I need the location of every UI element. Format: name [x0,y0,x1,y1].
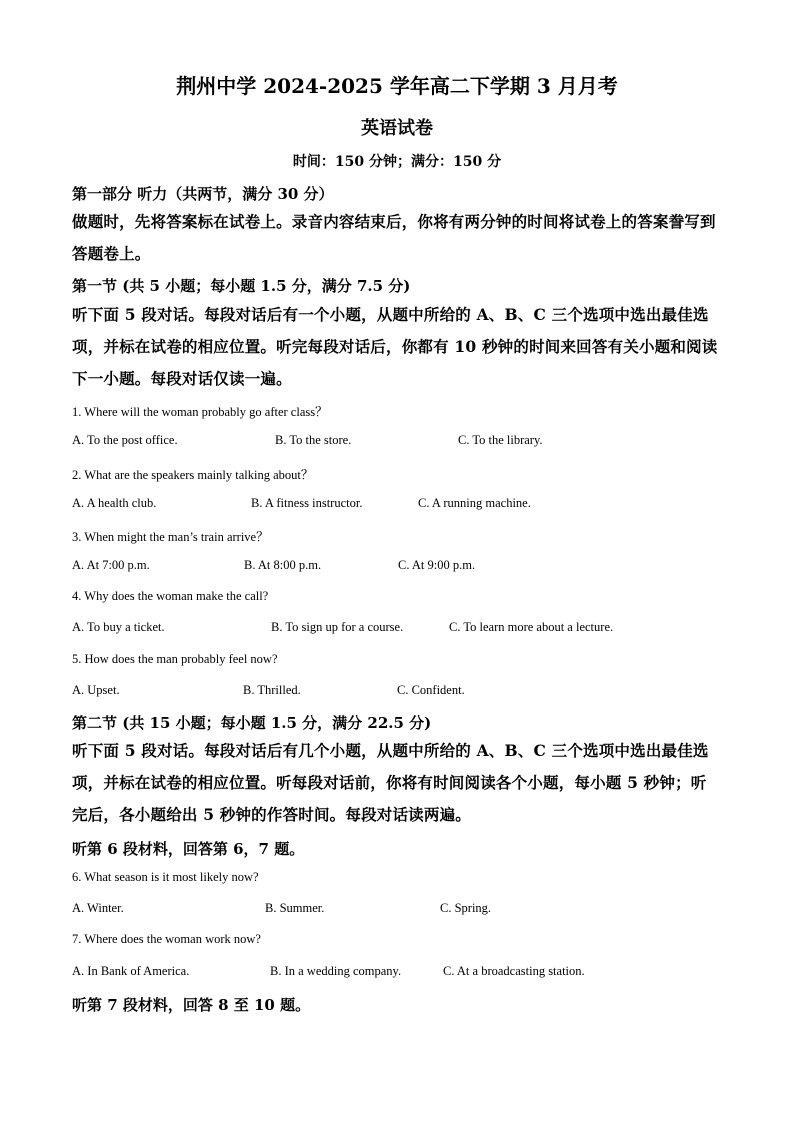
exam-title: 荆州中学 2024-2025 学年高二下学期 3 月月考 [176,74,618,98]
option-6c: C. Spring. [440,901,492,915]
part1-heading: 第一部分 听力（共两节，满分 30 分） [72,185,334,203]
option-3b: B. At 8:00 p.m. [244,558,322,572]
option-6a: A. Winter. [72,901,124,915]
option-2c: C. A running machine. [418,496,531,510]
exam-subtitle: 英语试卷 [361,118,433,139]
option-7c: C. At a broadcasting station. [443,964,585,978]
material-7-instruction: 听第 7 段材料，回答 8 至 10 题。 [72,996,311,1014]
option-7a: A. In Bank of America. [72,964,190,978]
option-4b: B. To sign up for a course. [271,620,404,634]
section2-heading: 第二节 (共 15 小题；每小题 1.5 分，满分 22.5 分) [72,714,432,732]
question-7: 7. Where does the woman work now? [72,932,261,946]
section1-heading: 第一节 (共 5 小题；每小题 1.5 分，满分 7.5 分) [72,277,411,295]
option-5b: B. Thrilled. [243,683,301,697]
question-1: 1. Where will the woman probably go after class？ [72,405,328,419]
section2-instructions: 听下面 5 段对话。每段对话后有几个小题，从题中所给的 A、B、C 三个选项中选出最佳选项，并标在试卷的相应位置。听每段对话前，你将有时间阅读各个小题，每小题 5 秒钟；听完后，各小题给出 5 秒钟的作答时间。每段对话读两遍。 [72,741,709,824]
question-2: 2. What are the speakers mainly talking about？ [72,468,314,482]
question-3: 3. When might the man’s train arrive？ [72,530,269,544]
option-6b: B. Summer. [265,901,325,915]
question-6: 6. What season is it most likely now? [72,870,259,884]
option-3c: C. At 9:00 p.m. [398,558,476,572]
option-1b: B. To the store. [275,433,352,447]
option-1c: C. To the library. [458,433,543,447]
question-5: 5. How does the man probably feel now? [72,652,278,666]
option-2b: B. A fitness instructor. [251,496,363,510]
option-7b: B. In a wedding company. [270,964,402,978]
option-3a: A. At 7:00 p.m. [72,558,150,572]
option-5a: A. Upset. [72,683,120,697]
question-4: 4. Why does the woman make the call? [72,589,269,603]
option-1a: A. To the post office. [72,433,178,447]
material-6-instruction: 听第 6 段材料，回答第 6，7 题。 [72,840,305,858]
section1-instructions: 听下面 5 段对话。每段对话后有一个小题，从题中所给的 A、B、C 三个选项中选出最佳选项，并标在试卷的相应位置。听完每段对话后，你都有 10 秒钟的时间来回答有关小题和阅读下一小题。每段对话仅读一遍。 [72,305,718,388]
part1-instructions: 做题时，先将答案标在试卷上。录音内容结束后，你将有两分钟的时间将试卷上的答案誊写到答题卷上。 [72,212,716,263]
option-2a: A. A health club. [72,496,157,510]
option-4a: A. To buy a ticket. [72,620,165,634]
exam-time-info: 时间：150 分钟；满分：150 分 [292,154,502,170]
option-4c: C. To learn more about a lecture. [449,620,614,634]
option-5c: C. Confident. [397,683,465,697]
